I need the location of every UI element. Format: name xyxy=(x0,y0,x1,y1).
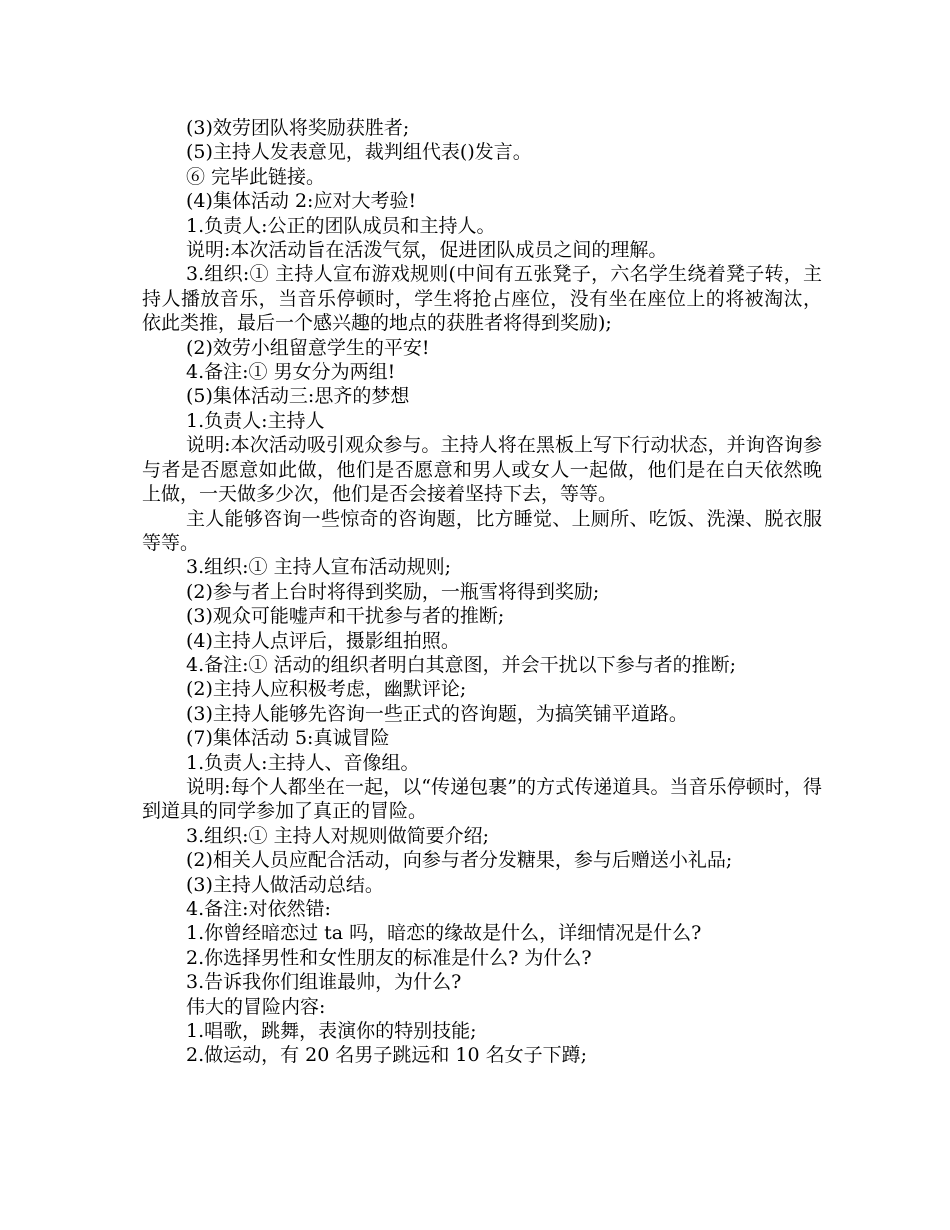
paragraph: 1.负责人:主持人、音像组。 xyxy=(186,751,420,774)
paragraph: (2)效劳小组留意学生的平安! xyxy=(186,336,430,359)
paragraph: 2.做运动，有 20 名男子跳远和 10 名女子下蹲; xyxy=(186,1044,588,1067)
paragraph: (3)效劳团队将奖励获胜者; xyxy=(186,117,410,139)
paragraph: 说明:本次活动吸引观众参与。主持人将在黑板上写下行动状态，并询咨询参与者是否愿意如此做，他们是否愿意和男人或女人一起做，他们是在白天依然晚上做，一天做多少次，他们是否会接着坚持下去，等等。 xyxy=(142,434,822,506)
paragraph: (3)主持人能够先咨询一些正式的咨询题，为搞笑铺平道路。 xyxy=(186,702,688,725)
paragraph: 伟大的冒险内容: xyxy=(186,995,326,1018)
paragraph: 说明:本次活动旨在活泼气氛，促进团队成员之间的理解。 xyxy=(186,239,668,262)
paragraph: 1.负责人:主持人 xyxy=(186,409,325,432)
paragraph: 3.告诉我你们组谁最帅，为什么? xyxy=(186,971,462,994)
paragraph: 2.你选择男性和女性朋友的标准是什么? 为什么? xyxy=(186,946,592,969)
paragraph: (3)主持人做活动总结。 xyxy=(186,873,384,896)
document-body xyxy=(142,116,822,1068)
paragraph: (5)集体活动三:思齐的梦想 xyxy=(186,385,410,408)
paragraph: 3.组织:① 主持人宣布活动规则; xyxy=(186,556,451,579)
paragraph: (3)观众可能嘘声和干扰参与者的推断; xyxy=(186,605,505,628)
paragraph: 3.组织:① 主持人宣布游戏规则(中间有五张凳子，六名学生绕着凳子转，主持人播放音乐，当音乐停顿时，学生将抢占座位，没有坐在座位上的将被淘汰，依此类推，最后一个感兴趣的地点的获胜者将得到奖励); xyxy=(142,263,822,335)
paragraph: ⑥ 完毕此链接。 xyxy=(186,165,326,188)
paragraph: 3.组织:① 主持人对规则做简要介绍; xyxy=(186,824,489,847)
paragraph: (4)主持人点评后，摄影组拍照。 xyxy=(186,629,460,652)
paragraph: (2)主持人应积极考虑，幽默评论; xyxy=(186,678,467,701)
paragraph: 1.负责人:公正的团队成员和主持人。 xyxy=(186,214,496,237)
paragraph: (2)参与者上台时将得到奖励，一瓶雪将得到奖励; xyxy=(186,580,600,603)
paragraph: 1.你曾经暗恋过 ta 吗，暗恋的缘故是什么，详细情况是什么? xyxy=(186,922,702,945)
paragraph: (7)集体活动 5:真诚冒险 xyxy=(186,727,390,750)
paragraph: 4.备注:① 男女分为两组! xyxy=(186,361,396,384)
paragraph: 1.唱歌，跳舞，表演你的特别技能; xyxy=(186,1020,477,1043)
paragraph: (4)集体活动 2:应对大考验! xyxy=(186,190,417,213)
paragraph: (5)主持人发表意见，裁判组代表()发言。 xyxy=(186,141,532,164)
paragraph: 4.备注:① 活动的组织者明白其意图，并会干扰以下参与者的推断; xyxy=(186,653,736,676)
paragraph: 主人能够咨询一些惊奇的咨询题，比方睡觉、上厕所、吃饭、洗澡、脱衣服等等。 xyxy=(142,507,822,554)
paragraph: 说明:每个人都坐在一起，以“传递包裹”的方式传递道具。当音乐停顿时，得到道具的同学参加了真正的冒险。 xyxy=(142,775,822,823)
paragraph: 4.备注:对依然错: xyxy=(186,898,331,920)
paragraph: (2)相关人员应配合活动，向参与者分发糖果，参与后赠送小礼品; xyxy=(186,849,733,872)
